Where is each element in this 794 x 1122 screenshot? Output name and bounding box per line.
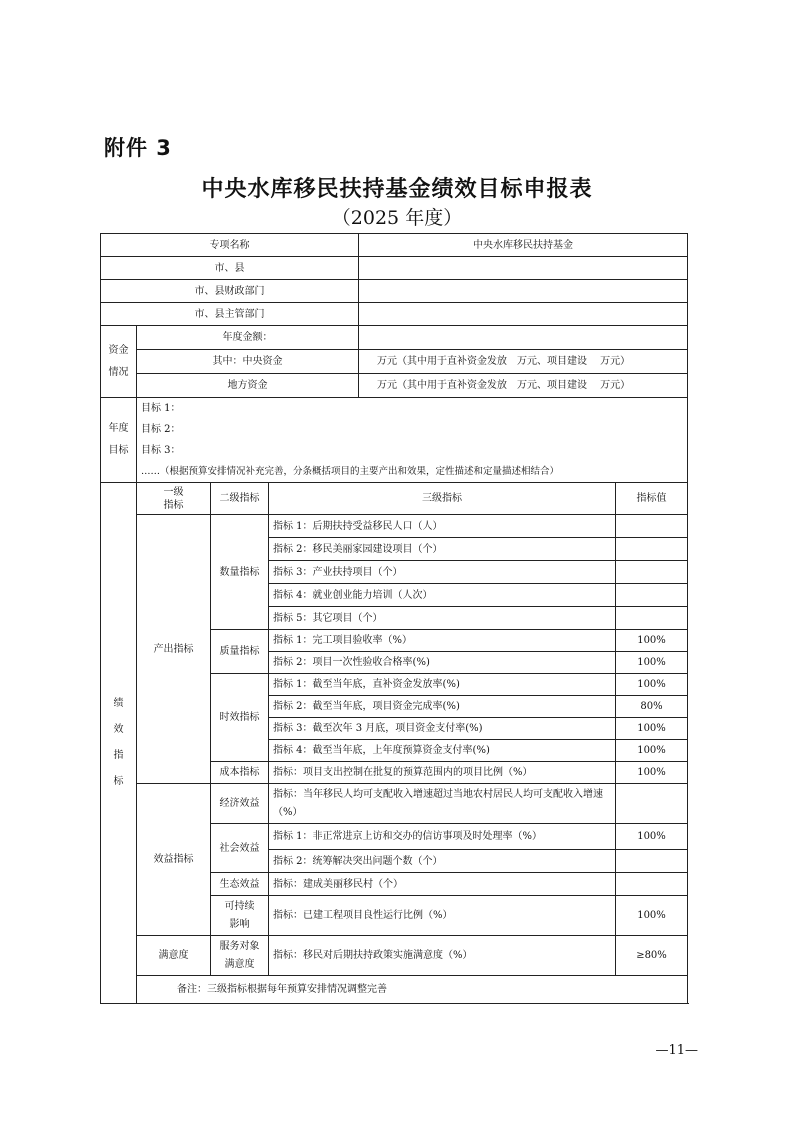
finance-dept-label: 市、县财政部门 [101, 280, 359, 303]
competent-dept-value [359, 303, 688, 326]
annual-goals-label: 年度 目标 [101, 398, 137, 483]
performance-target-table [100, 233, 688, 1004]
indicator-value: 80% [616, 696, 688, 718]
table-row [101, 440, 688, 461]
timeliness-indicators-label: 时效指标 [211, 674, 269, 762]
indicator-text: 指标 3：产业扶持项目（个） [269, 561, 616, 584]
attachment-label: 附件 3 [104, 136, 172, 160]
indicator-text: 指标 2：项目一次性验收合格率(%) [269, 652, 616, 674]
indicator-value [616, 515, 688, 538]
value-header: 指标值 [616, 483, 688, 515]
project-name-label: 专项名称 [101, 234, 359, 257]
city-county-label: 市、县 [101, 257, 359, 280]
local-funds-value: 万元（其中用于直补资金发放 万元、项目建设 万元） [359, 374, 688, 398]
table-row [101, 303, 688, 326]
indicator-value: 100% [616, 718, 688, 740]
goals-note: ……（根据预算安排情况补充完善，分条概括项目的主要产出和效果，定性描述和定量描述相结合） [137, 461, 688, 483]
cost-indicators-label: 成本指标 [211, 762, 269, 784]
goal-2: 目标 2： [137, 419, 688, 440]
page-number: —11— [655, 1043, 698, 1058]
funds-label: 资金 情况 [101, 326, 137, 398]
quantity-indicators-label: 数量指标 [211, 515, 269, 630]
project-name-value: 中央水库移民扶持基金 [359, 234, 688, 257]
level1-header: 一级 指标 [137, 483, 211, 515]
goal-1: 目标 1： [137, 398, 688, 419]
table-row [101, 398, 688, 419]
central-funds-value: 万元（其中用于直补资金发放 万元、项目建设 万元） [359, 350, 688, 374]
remark: 备注：三级指标根据每年预算安排情况调整完善 [137, 976, 688, 1004]
table-row [101, 419, 688, 440]
annual-amount-value [359, 326, 688, 350]
table-row [101, 483, 688, 515]
table-row [101, 461, 688, 483]
table-row [101, 257, 688, 280]
indicator-text: 指标 1：完工项目验收率（%） [269, 630, 616, 652]
indicator-value: 100% [616, 630, 688, 652]
economic-benefit-label: 经济效益 [211, 784, 269, 824]
competent-dept-label: 市、县主管部门 [101, 303, 359, 326]
city-county-value [359, 257, 688, 280]
annual-amount-label: 年度金额： [137, 326, 359, 350]
output-indicators-label: 产出指标 [137, 515, 211, 784]
table-row [101, 976, 688, 1004]
central-funds-label: 其中：中央资金 [137, 350, 359, 374]
level2-header: 二级指标 [211, 483, 269, 515]
indicator-value [616, 850, 688, 873]
indicator-value: 100% [616, 652, 688, 674]
indicator-text: 指标 2：移民美丽家园建设项目（个） [269, 538, 616, 561]
indicator-value: 100% [616, 674, 688, 696]
indicator-text: 指标 1：非正常进京上访和交办的信访事项及时处理率（%） [269, 824, 616, 850]
indicator-text: 指标 5：其它项目（个） [269, 607, 616, 630]
level3-header: 三级指标 [269, 483, 616, 515]
finance-dept-value [359, 280, 688, 303]
table-row [101, 374, 688, 398]
indicator-text: 指标 3：截至次年 3 月底，项目资金支付率(%) [269, 718, 616, 740]
indicator-value [616, 538, 688, 561]
indicator-value [616, 561, 688, 584]
satisfaction-indicators-label: 满意度 [137, 936, 211, 976]
indicator-value [616, 873, 688, 896]
indicator-value: 100% [616, 740, 688, 762]
indicator-text: 指标：移民对后期扶持政策实施满意度（%） [269, 936, 616, 976]
indicator-text: 指标：当年移民人均可支配收入增速超过当地农村居民人均可支配收入增速（%） [269, 784, 616, 824]
indicator-value [616, 607, 688, 630]
benefit-indicators-label: 效益指标 [137, 784, 211, 936]
performance-indicators-label: 绩 效 指 标 [101, 483, 137, 1004]
table-row [101, 350, 688, 374]
document-title: 中央水库移民扶持基金绩效目标申报表 [201, 176, 593, 202]
indicator-text: 指标：已建工程项目良性运行比例（%） [269, 896, 616, 936]
indicator-value [616, 784, 688, 824]
local-funds-label: 地方资金 [137, 374, 359, 398]
indicator-text: 指标 4：截至当年底，上年度预算资金支付率(%) [269, 740, 616, 762]
table-row [101, 234, 688, 257]
indicator-text: 指标 1：截至当年底，直补资金发放率(%) [269, 674, 616, 696]
ecological-benefit-label: 生态效益 [211, 873, 269, 896]
indicator-value [616, 584, 688, 607]
indicator-value: 100% [616, 824, 688, 850]
goal-3: 目标 3： [137, 440, 688, 461]
indicator-text: 指标 4：就业创业能力培训（人次） [269, 584, 616, 607]
indicator-value: 100% [616, 762, 688, 784]
indicator-text: 指标 2：统筹解决突出问题个数（个） [269, 850, 616, 873]
indicator-text: 指标：项目支出控制在批复的预算范围内的项目比例（%） [269, 762, 616, 784]
sustainable-impact-label: 可持续 影响 [211, 896, 269, 936]
indicator-text: 指标 2：截至当年底，项目资金完成率(%) [269, 696, 616, 718]
social-benefit-label: 社会效益 [211, 824, 269, 873]
document-year: （2025 年度） [331, 207, 463, 229]
indicator-value: 100% [616, 896, 688, 936]
indicator-value: ≥80% [616, 936, 688, 976]
table-row [101, 515, 688, 538]
quality-indicators-label: 质量指标 [211, 630, 269, 674]
indicator-text: 指标 1：后期扶持受益移民人口（人） [269, 515, 616, 538]
service-satisfaction-label: 服务对象 满意度 [211, 936, 269, 976]
table-row [101, 784, 688, 824]
table-row [101, 326, 688, 350]
table-row [101, 280, 688, 303]
indicator-text: 指标：建成美丽移民村（个） [269, 873, 616, 896]
table-row [101, 936, 688, 976]
